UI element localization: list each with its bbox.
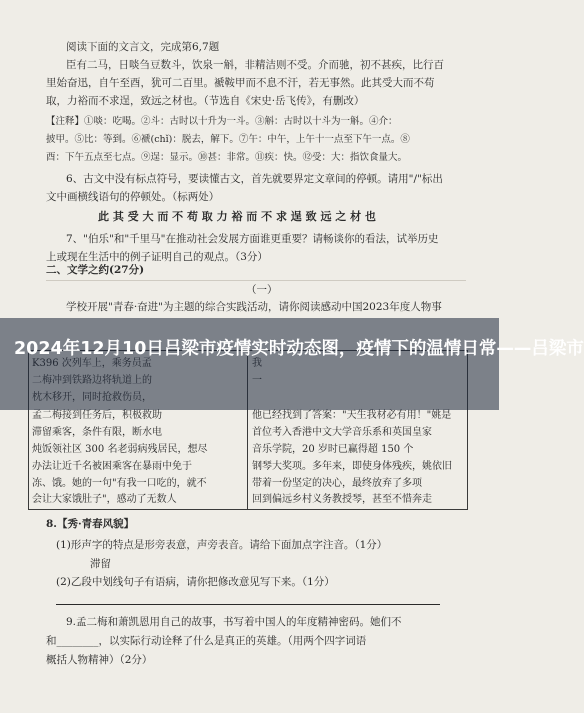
classical-heading: 阅读下面的文言文，完成第6,7题 (66, 41, 220, 53)
table-right-line: 首位考入香港中文大学音乐系和英国皇家 (252, 427, 432, 438)
question-7-line: 上或现在生活中的例子证明自己的观点。（3分） (46, 251, 268, 263)
answer-line (56, 604, 440, 605)
section-divider (46, 280, 466, 281)
annotation-line: 酉：下午五点至七点。⑨逞：显示。⑩甚：非常。⑪疾：快。⑫受：大：指饮食量大。 (46, 152, 408, 163)
annotation-line: 披甲。⑤比：等到。⑥褫(chǐ)：脱去，解下。⑦午：中午，上午十一点至下午一点。⑧ (46, 134, 410, 145)
table-left-line: 会让大家饿肚子"，感动了无数人 (32, 494, 177, 505)
table-left-line: 滞留乘客，条件有限，断水电 (32, 427, 162, 438)
question-6-line: 文中画横线语句的停顿处。（标两处） (46, 191, 220, 203)
table-right-line: 回到偏远乡村义务教授琴，甚至不惜奔走 (252, 494, 432, 505)
classical-text-line: 臣有二马，日啖刍豆数斗，饮泉一斛，非精洁则不受。介而驰，初不甚疾，比行百 (66, 59, 444, 71)
annotation-line: 【注释】①啖：吃喝。②斗：古时以十升为一斗。③斛：古时以十斗为一斛。④介： (46, 116, 398, 127)
classical-text-line: 里始奋迅，自午至酉，犹可二百里。褫鞍甲而不息不汗，若无事然。此其受大而不苟 (46, 77, 435, 89)
table-right-line: 他已经找到了答案："天生我材必有用！"姚是 (252, 410, 452, 421)
question-8-word: 滞留 (90, 558, 111, 570)
table-left-line: 炖饭领社区 300 名老弱病残居民，想尽 (32, 444, 208, 455)
classical-text-line: 取，力裕而不求逞，致远之材也。（节选自《宋史·岳飞传》，有删改） (46, 95, 365, 107)
question-9-line: 概括人物精神）（2分） (46, 654, 153, 666)
table-right-line: 钢琴大奖项。多年来，即使身体残疾，姚依旧 (252, 461, 452, 472)
question-6-line: 6、古文中没有标点符号，要读懂古文，首先就要界定文章间的停顿。请用"/"标出 (66, 173, 443, 185)
table-left-line: 冻、饿。她的一句"有我一口吃的，就不 (32, 478, 207, 489)
table-right-line: 音乐学院，20 岁时已赢得超 150 个 (252, 444, 414, 455)
question-8-part-1: (1)形声字的特点是形旁表意，声旁表音。请给下面加点字注音。（1分） (56, 539, 388, 551)
table-left-line: 办法让近千名被困乘客在暴雨中免于 (32, 461, 192, 472)
section-2-intro: 学校开展"青春·奋进"为主题的综合实践活动，请你阅读感动中国2023年度人物事 (66, 301, 442, 313)
question-9-line: 和________，以实际行动诠释了什么是真正的英雄。（用两个四字词语 (46, 635, 367, 647)
section-2-subheading: （一） (246, 284, 278, 296)
table-left-line: 孟二梅接到任务后，积极救助 (32, 410, 162, 421)
overlay-title-line: 2024年12月10日吕梁市疫情实时动态图，疫情下的温情日常——吕梁市 (14, 339, 584, 359)
table-right-line: 带着一份坚定的决心，最终放弃了多项 (252, 478, 422, 489)
title-overlay-banner (0, 318, 584, 410)
question-8-part-2: (2)乙段中划线句子有语病，请你把修改意见写下来。（1分） (56, 576, 335, 588)
question-6-sentence: 此 其 受 大 而 不 苟 取 力 裕 而 不 求 逞 致 远 之 材 也 (98, 210, 376, 223)
section-2-heading: 二、文学之约(27分) (46, 264, 145, 276)
question-8-heading: 8.【秀·青春风貌】 (46, 518, 135, 530)
question-9-line: 9.孟二梅和萧凯恩用自己的故事，书写着中国人的年度精神密码。她们不 (66, 616, 402, 628)
question-7-line: 7、"伯乐"和"千里马"在推动社会发展方面谁更重要？请畅谈你的看法，试举历史 (66, 233, 439, 245)
